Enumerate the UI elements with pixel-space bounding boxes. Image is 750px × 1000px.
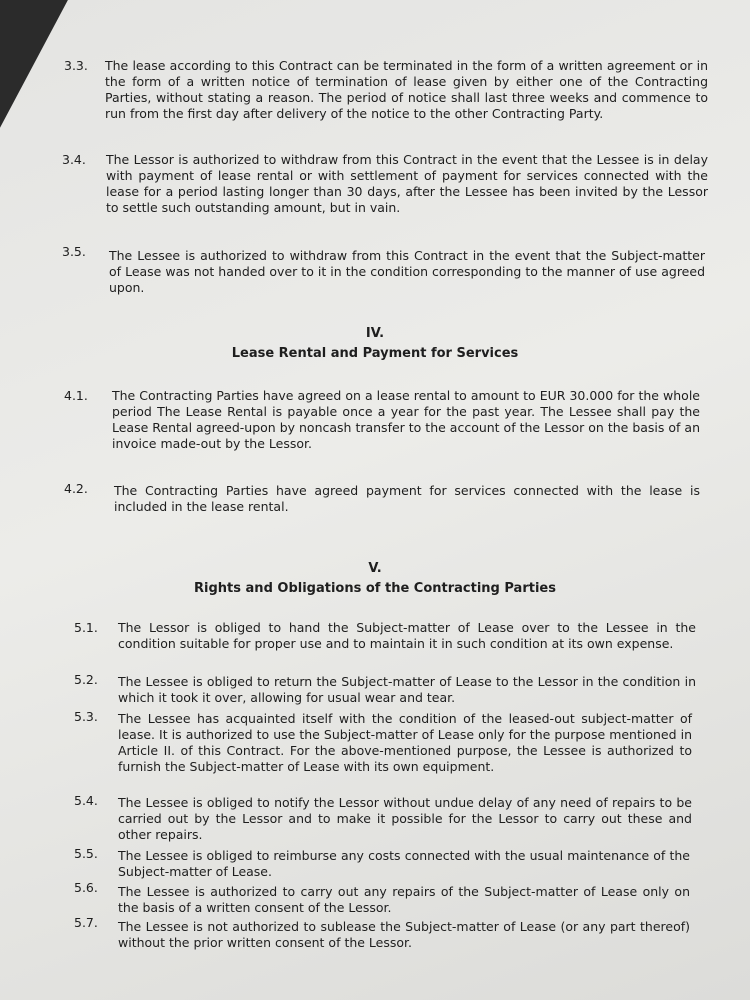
clause-number: 5.3. [74, 709, 98, 724]
clause-number: 5.5. [74, 846, 98, 861]
section-title: Rights and Obligations of the Contracting Parties [194, 581, 556, 596]
clause-text: The lease according to this Contract can be terminated in the form of a written agreement or in the form of a written notice of termination of lease given by either one of the Contracting Parties, without stating a reason. The period of notice shall last three weeks and commence to run from the first day after delivery of the notice to the other Contracting Party. [105, 58, 708, 121]
clause-text: The Lessee is obliged to return the Subject-matter of Lease to the Lessor in the condition in which it took it over, allowing for usual wear and tear. [118, 674, 696, 705]
clause-number: 5.1. [74, 620, 98, 635]
section-numeral: V. [368, 561, 382, 576]
section-numeral: IV. [365, 326, 385, 341]
clause-text: The Contracting Parties have agreed on a lease rental to amount to EUR 30.000 for the whole period The Lease Rental is payable once a year for the past year. The Lessee shall pay the Lease Rental agreed-upon by noncash transfer to the account of the Lessor on the basis of an invoice made-out by the Lessor. [112, 388, 700, 451]
clause-number: 4.2. [64, 481, 88, 496]
clause-text: The Lessee is authorized to carry out any repairs of the Subject-matter of Lease only on the basis of a written consent of the Lessor. [118, 884, 690, 915]
clause-text: The Contracting Parties have agreed payment for services connected with the lease is included in the lease rental. [114, 483, 700, 514]
clause-text: The Lessor is authorized to withdraw from this Contract in the event that the Lessee is in delay with payment of lease rental or with settlement of payment for services connected with the lease for a period lasting longer than 30 days, after the Lessee has been invited by the Lessor to settle such outstanding amount, but in vain. [106, 152, 708, 215]
page-corner-shadow [0, 0, 72, 134]
clause-text: The Lessee is authorized to withdraw from this Contract in the event that the Subject-matter of Lease was not handed over to it in the condition corresponding to the manner of use agreed upon. [109, 248, 705, 295]
clause-number: 4.1. [64, 388, 88, 403]
section-title: Lease Rental and Payment for Services [231, 346, 519, 361]
clause-text: The Lessee is obliged to notify the Lessor without undue delay of any need of repairs to be carried out by the Lessor and to make it possible for the Lessor to carry out these and other repairs. [118, 795, 692, 842]
clause-text: The Lessor is obliged to hand the Subject-matter of Lease over to the Lessee in the condition suitable for proper use and to maintain it in such condition at its own expense. [118, 620, 696, 651]
clause-number: 3.3. [64, 58, 88, 73]
clause-number: 5.6. [74, 880, 98, 895]
clause-number: 3.5. [62, 244, 86, 259]
clause-number: 3.4. [62, 152, 86, 167]
clause-text: The Lessee is obliged to reimburse any costs connected with the usual maintenance of the Subject-matter of Lease. [118, 848, 690, 879]
clause-text: The Lessee is not authorized to sublease the Subject-matter of Lease (or any part thereof) without the prior written consent of the Lessor. [118, 919, 690, 950]
clause-number: 5.4. [74, 793, 98, 808]
clause-text: The Lessee has acquainted itself with the condition of the leased-out subject-matter of lease. It is authorized to use the Subject-matter of Lease only for the purpose mentioned in Article II. of this Contract. For the above-mentioned purpose, the Lessee is authorized to furnish the Subject-matter of Lease with its own equipment. [118, 711, 692, 774]
clause-number: 5.7. [74, 915, 98, 930]
clause-number: 5.2. [74, 672, 98, 687]
